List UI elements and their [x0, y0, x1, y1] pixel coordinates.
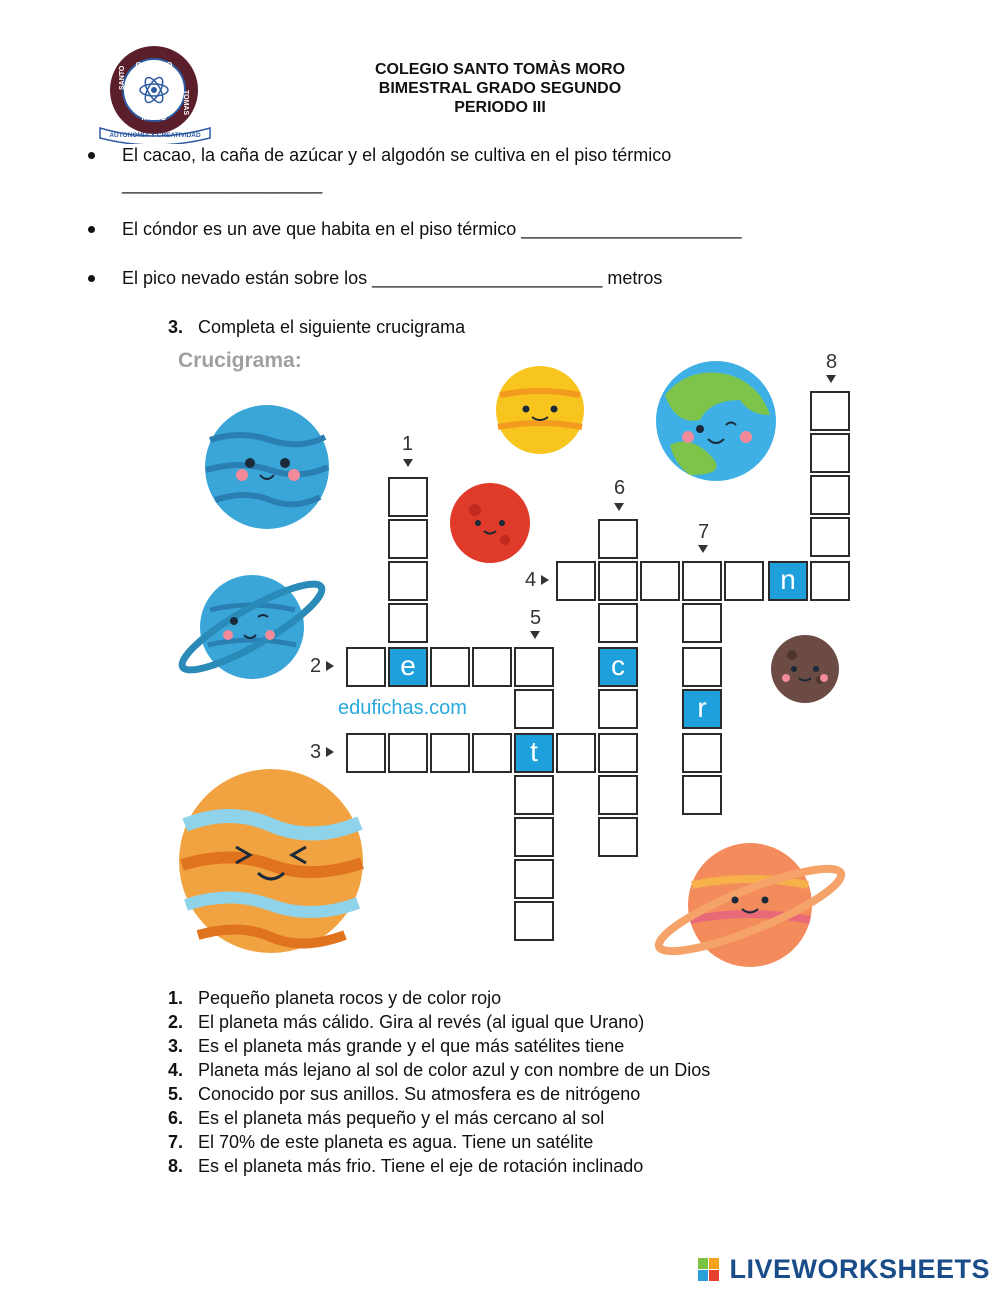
- crossword-cell[interactable]: [810, 433, 850, 473]
- crossword-cell[interactable]: [682, 561, 722, 601]
- clue-1-number: 1.: [168, 988, 184, 1008]
- clue-4-text: Planeta más lejano al sol de color azul y con nombre de un Dios: [198, 1060, 711, 1080]
- crossword-cell[interactable]: [598, 561, 638, 601]
- logo-ribbon-text: AUTONOMIA Y CREATIVIDAD: [109, 132, 201, 139]
- section-title: Completa el siguiente crucigrama: [198, 317, 466, 337]
- crossword-cell[interactable]: [598, 775, 638, 815]
- crossword-cell[interactable]: [598, 519, 638, 559]
- crossword-cell[interactable]: [682, 733, 722, 773]
- crossword-cell-hint: c: [598, 647, 638, 687]
- crossword-cell[interactable]: [598, 603, 638, 643]
- crossword-cell[interactable]: [640, 561, 680, 601]
- clue-8: [168, 1154, 643, 1178]
- exam-title: BIMESTRAL GRADO SEGUNDO: [378, 80, 622, 97]
- section-heading: [168, 315, 465, 339]
- watermark-text: edufichas.com: [338, 697, 467, 719]
- clue-6: [168, 1106, 604, 1130]
- crossword-cell[interactable]: [514, 901, 554, 941]
- logo-right-text: TOMAS: [182, 90, 189, 116]
- logo-left-text: SANTO: [119, 65, 126, 90]
- crossword-puzzle: [170, 345, 870, 975]
- clue-7-text: El 70% de este planeta es agua. Tiene un satélite: [198, 1132, 594, 1152]
- clue-6-number: 6.: [168, 1108, 184, 1128]
- logo-top-text: COLEGIO: [135, 61, 173, 70]
- planet-blue-ringed: [174, 571, 331, 682]
- clue-3-number: 3.: [168, 1036, 184, 1056]
- crossword-cell[interactable]: [346, 647, 386, 687]
- clue-number-7: 7: [698, 521, 710, 543]
- clue-number-8: 8: [826, 351, 838, 373]
- crossword-cell[interactable]: [388, 519, 428, 559]
- crossword-cell[interactable]: [556, 561, 596, 601]
- planet-saturn: [652, 843, 849, 967]
- clue-number-4: 4: [525, 569, 537, 591]
- planet-jupiter: [179, 769, 363, 953]
- clue-8-text: Es el planeta más frio. Tiene el eje de rotación inclinado: [198, 1156, 644, 1176]
- crossword-cell[interactable]: [430, 733, 470, 773]
- clue-4: [168, 1058, 710, 1082]
- clue-number-5: 5: [530, 607, 542, 629]
- clue-number-2: 2: [310, 655, 322, 677]
- arrow-right-icon: [326, 747, 334, 757]
- crossword-cell-hint: t: [514, 733, 554, 773]
- clue-7-number: 7.: [168, 1132, 184, 1152]
- arrow-down-icon: [403, 459, 413, 467]
- crossword-cell-hint: r: [682, 689, 722, 729]
- clue-8-number: 8.: [168, 1156, 184, 1176]
- arrow-down-icon: [614, 503, 624, 511]
- clue-5-number: 5.: [168, 1084, 184, 1104]
- bullet-icon: [88, 226, 95, 233]
- clue-5: [168, 1082, 640, 1106]
- liveworksheets-icon: [698, 1258, 720, 1282]
- period-title: PERIODO III: [454, 99, 546, 116]
- liveworksheets-brand[interactable]: LIVEWORKSHEETS: [729, 1254, 990, 1284]
- statement-2-text: El cóndor es un ave que habita en el piso térmico ______________________: [122, 219, 742, 239]
- crossword-cell[interactable]: [472, 647, 512, 687]
- crossword-cell[interactable]: [724, 561, 764, 601]
- crossword-cell[interactable]: [682, 775, 722, 815]
- arrow-right-icon: [326, 661, 334, 671]
- bullet-icon: [88, 152, 95, 159]
- crossword-cell[interactable]: [430, 647, 470, 687]
- clue-3-text: Es el planeta más grande y el que más satélites tiene: [198, 1036, 625, 1056]
- crossword-cell[interactable]: [472, 733, 512, 773]
- liveworksheets-logo-icon: [698, 1258, 720, 1282]
- clue-7: [168, 1130, 593, 1154]
- clue-2: [168, 1010, 644, 1034]
- arrow-down-icon: [530, 631, 540, 639]
- crossword-cell[interactable]: [514, 859, 554, 899]
- crossword-cell[interactable]: [598, 689, 638, 729]
- crossword-cell[interactable]: [388, 561, 428, 601]
- section-number: 3.: [168, 317, 184, 337]
- crossword-cell-hint: e: [388, 647, 428, 687]
- crossword-cell[interactable]: [346, 733, 386, 773]
- clue-number-1: 1: [402, 433, 414, 455]
- clue-number-6: 6: [614, 477, 626, 499]
- crossword-cell[interactable]: [810, 517, 850, 557]
- arrow-down-icon: [826, 375, 836, 383]
- statement-1-blank[interactable]: ____________________: [122, 174, 323, 194]
- planet-earth: [656, 361, 776, 481]
- arrow-right-icon: [541, 575, 549, 585]
- crossword-cell[interactable]: [810, 475, 850, 515]
- arrow-down-icon: [698, 545, 708, 553]
- clue-2-text: El planeta más cálido. Gira al revés (al igual que Urano): [198, 1012, 645, 1032]
- planet-red: [450, 483, 530, 563]
- planet-blue-large: [205, 405, 329, 529]
- bullet-icon: [88, 275, 95, 282]
- crossword-cell[interactable]: [514, 689, 554, 729]
- logo-bottom-text: MORO: [141, 113, 167, 122]
- crossword-cell[interactable]: [388, 603, 428, 643]
- clue-1-text: Pequeño planeta rocos y de color rojo: [198, 988, 502, 1008]
- crossword-label: Crucigrama:: [178, 349, 302, 372]
- statement-3-text: El pico nevado están sobre los _______________________ metros: [122, 268, 663, 288]
- clue-3: [168, 1034, 624, 1058]
- school-name: COLEGIO SANTO TOMÀS MORO: [374, 61, 626, 78]
- planet-brown-small: [771, 635, 839, 703]
- crossword-cell[interactable]: [514, 647, 554, 687]
- crossword-cell[interactable]: [810, 561, 850, 601]
- statement-1-text: El cacao, la caña de azúcar y el algodón se cultiva en el piso térmico: [122, 145, 672, 165]
- crossword-cell[interactable]: [388, 733, 428, 773]
- crossword-cell[interactable]: [388, 477, 428, 517]
- crossword-cell[interactable]: [556, 733, 596, 773]
- planet-yellow: [496, 366, 584, 454]
- crossword-cell-hint: n: [768, 561, 808, 601]
- clue-4-number: 4.: [168, 1060, 184, 1080]
- crossword-cell[interactable]: [598, 733, 638, 773]
- crossword-cell[interactable]: [682, 647, 722, 687]
- crossword-cell[interactable]: [598, 817, 638, 857]
- clue-2-number: 2.: [168, 1012, 184, 1032]
- clue-number-3: 3: [310, 741, 322, 763]
- crossword-cell[interactable]: [682, 603, 722, 643]
- crossword-cell[interactable]: [514, 775, 554, 815]
- clue-6-text: Es el planeta más pequeño y el más cercano al sol: [198, 1108, 605, 1128]
- crossword-cell[interactable]: [810, 391, 850, 431]
- clue-5-text: Conocido por sus anillos. Su atmosfera es de nitrógeno: [198, 1084, 641, 1104]
- crossword-cell[interactable]: [514, 817, 554, 857]
- clue-1: [168, 986, 501, 1010]
